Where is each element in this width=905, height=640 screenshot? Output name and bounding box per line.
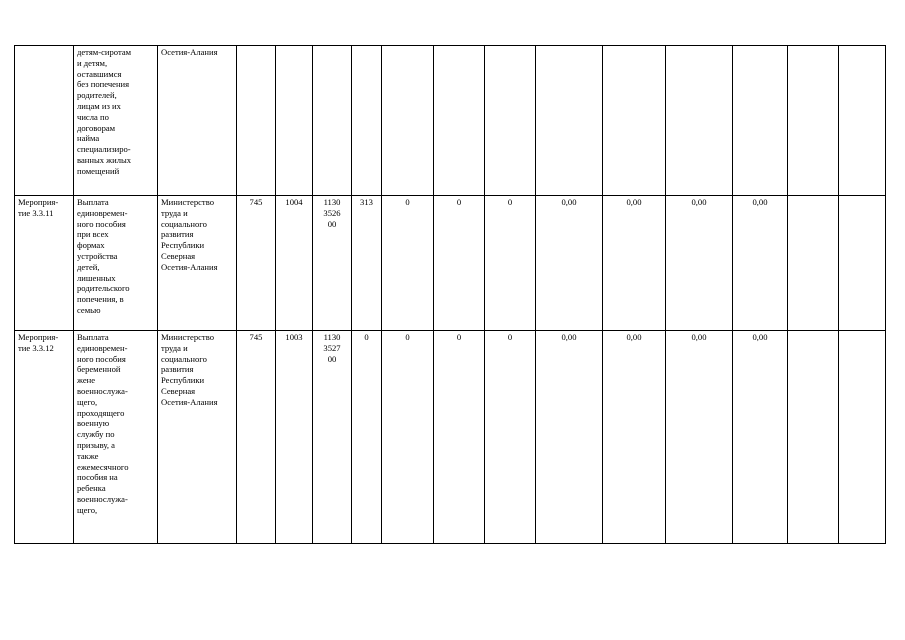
value-cell: 0,00	[536, 196, 603, 331]
rzpr-cell	[276, 46, 313, 196]
value-cell: 0,00	[733, 196, 788, 331]
value-cell	[536, 46, 603, 196]
value-cell	[603, 46, 666, 196]
value-cell	[788, 196, 839, 331]
value-cell: 0,00	[603, 196, 666, 331]
csr-cell: 1130 3527 00	[313, 331, 352, 544]
rzpr-cell: 1004	[276, 196, 313, 331]
value-cell	[788, 46, 839, 196]
value-cell	[733, 46, 788, 196]
vr-cell: 0	[352, 331, 382, 544]
vr-cell: 313	[352, 196, 382, 331]
value-cell: 0,00	[733, 331, 788, 544]
value-cell	[839, 196, 886, 331]
measure-cell: Мероприя- тие 3.3.11	[15, 196, 74, 331]
value-cell: 0	[485, 331, 536, 544]
measure-name-cell: Выплата единовремен- ного пособия беременной жене военнослужа- щего, проходящего военную службу по призыву, а также ежемесячного пособия на ребенка военнослужа- щего,	[74, 331, 158, 544]
table-row	[15, 46, 886, 196]
table-row	[15, 196, 886, 331]
vr-cell	[352, 46, 382, 196]
grbs-cell: 745	[237, 196, 276, 331]
executor-cell: Осетия-Алания	[158, 46, 237, 196]
value-cell	[382, 46, 434, 196]
value-cell: 0,00	[603, 331, 666, 544]
value-cell: 0	[434, 196, 485, 331]
measure-cell: Мероприя- тие 3.3.12	[15, 331, 74, 544]
table-row	[15, 331, 886, 544]
value-cell	[666, 46, 733, 196]
csr-cell	[313, 46, 352, 196]
measure-name-cell: Выплата единовремен- ного пособия при всех формах устройства детей, лишенных родительского попечения, в семью	[74, 196, 158, 331]
budget-table	[14, 45, 886, 544]
value-cell	[839, 46, 886, 196]
value-cell	[485, 46, 536, 196]
executor-cell: Министерство труда и социального развития Республики Северная Осетия-Алания	[158, 196, 237, 331]
value-cell: 0,00	[666, 331, 733, 544]
value-cell: 0,00	[666, 196, 733, 331]
executor-cell: Министерство труда и социального развития Республики Северная Осетия-Алания	[158, 331, 237, 544]
grbs-cell: 745	[237, 331, 276, 544]
grbs-cell	[237, 46, 276, 196]
value-cell	[434, 46, 485, 196]
csr-cell: 1130 3526 00	[313, 196, 352, 331]
value-cell: 0	[382, 331, 434, 544]
value-cell: 0	[434, 331, 485, 544]
value-cell: 0	[485, 196, 536, 331]
measure-name-cell: детям-сиротам и детям, оставшимся без попечения родителей, лицам из их числа по договорам найма специализиро- ванных жилых помещений	[74, 46, 158, 196]
rzpr-cell: 1003	[276, 331, 313, 544]
value-cell: 0,00	[536, 331, 603, 544]
value-cell: 0	[382, 196, 434, 331]
value-cell	[839, 331, 886, 544]
value-cell	[788, 331, 839, 544]
measure-cell	[15, 46, 74, 196]
